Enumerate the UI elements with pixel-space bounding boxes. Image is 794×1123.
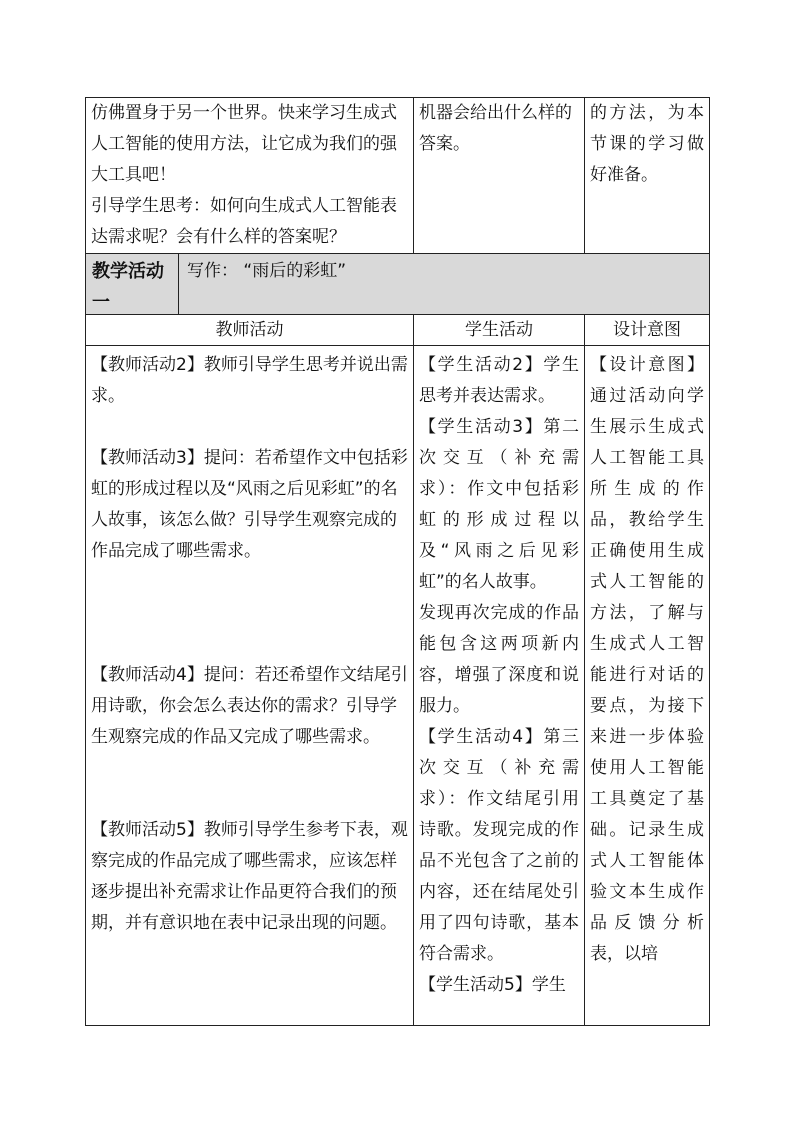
teacher-activity-cell: [86, 346, 414, 1026]
activity-band: [86, 254, 710, 315]
teacher-activity-5: 【教师活动5】教师引导学生参考下表，观察完成的作品完成了哪些需求，应该怎样逐步提出补充需求让作品更符合我们的预期，并有意识地在表中记录出现的问题。: [91, 820, 408, 933]
student-text: 机器会给出什么样的答案。: [419, 103, 572, 154]
student-activity-3: 【学生活动3】第二次交互（补充需求）：作文中包括彩虹的形成过程以及“风雨之后见彩虹”的名人故事。: [419, 417, 579, 592]
lesson-plan-table: [85, 97, 710, 1026]
continued-row: [86, 98, 710, 254]
continued-design-cell: [585, 98, 710, 254]
student-activity-2: 【学生活动2】学生思考并表达需求。: [419, 355, 579, 406]
activity-band-row: [86, 254, 710, 315]
continued-teacher-cell: [86, 98, 414, 254]
student-activity-4: 【学生活动4】第三次交互（补充需求）：作文结尾引用诗歌。发现完成的作品不光包含了之前的内容，还在结尾处引用了四句诗歌，基本符合需求。: [419, 727, 579, 964]
student-activity-5: 【学生活动5】学生: [419, 975, 566, 995]
teacher-activity-4: 【教师活动4】提问：若还希望作文结尾引用诗歌，你会怎么表达你的需求？引导学生观察完成的作品又完成了哪些需求。: [91, 665, 408, 747]
activity-body-row: [86, 346, 710, 1026]
teacher-activity-3: 【教师活动3】提问：若希望作文中包括彩虹的形成过程以及“风雨之后见彩虹”的名人故事，该怎么做？引导学生观察完成的作品完成了哪些需求。: [91, 448, 408, 561]
design-text: 的方法，为本节课的学习做好准备。: [590, 103, 704, 185]
teacher-text: 仿佛置身于另一个世界。快来学习生成式人工智能的使用方法，让它成为我们的强大工具吧！: [91, 103, 397, 185]
student-activity-3-finding: 发现再次完成的作品能包含这两项新内容，增强了深度和说服力。: [419, 603, 579, 716]
continued-student-cell: [414, 98, 585, 254]
header-student-activity: 学生活动: [414, 315, 585, 346]
lesson-plan-table-wrapper: [85, 97, 709, 1026]
column-header-row: [86, 315, 710, 346]
teacher-text: 引导学生思考：如何向生成式人工智能表达需求呢？会有什么样的答案呢？: [91, 196, 397, 247]
design-intent-cell: [585, 346, 710, 1026]
activity-topic: 写作： “雨后的彩虹”: [187, 261, 347, 281]
header-design-intent: 设计意图: [585, 315, 710, 346]
student-activity-cell: [414, 346, 585, 1026]
header-teacher-activity: 教师活动: [86, 315, 414, 346]
teacher-activity-2: 【教师活动2】教师引导学生思考并说出需求。: [91, 355, 408, 406]
design-intent-text: 【设计意图】通过活动向学生展示生成式人工智能工具所生成的作品，教给学生正确使用生成式人工智能的方法，了解与生成式人工智能进行对话的要点，为接下来进一步体验使用人工智能工具奠定了基础。记录生成式人工智能体验文本生成作品反馈分析表，以培: [590, 355, 704, 964]
activity-heading: 教学活动一: [86, 254, 179, 314]
